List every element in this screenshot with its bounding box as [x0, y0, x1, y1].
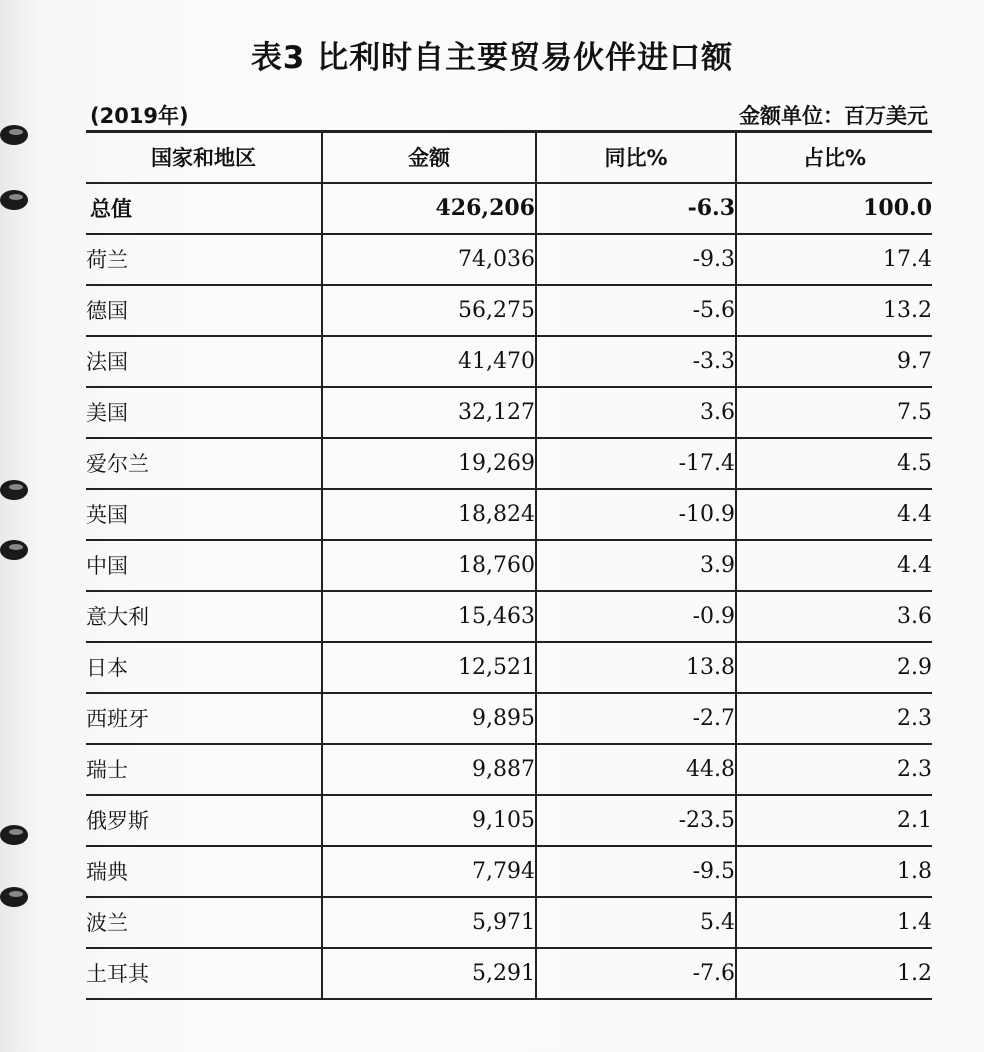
- country-name: 瑞士: [86, 744, 322, 795]
- amount-cell: 18,824: [322, 489, 536, 540]
- table-row: [86, 234, 932, 285]
- header-row: [86, 132, 932, 183]
- country-name: 波兰: [86, 897, 322, 948]
- amount-cell: 12,521: [322, 642, 536, 693]
- table-row: [86, 693, 932, 744]
- share-cell: 2.9: [736, 642, 932, 693]
- country-name: 土耳其: [86, 948, 322, 999]
- column-header-yoy: 同比%: [536, 132, 736, 183]
- table-row: [86, 948, 932, 999]
- amount-cell: 18,760: [322, 540, 536, 591]
- total-name: 总值: [86, 183, 322, 234]
- amount-cell: 5,971: [322, 897, 536, 948]
- unit-label: 金额单位：百万美元: [739, 104, 928, 128]
- table-row: [86, 846, 932, 897]
- amount-cell: 32,127: [322, 387, 536, 438]
- country-name: 瑞典: [86, 846, 322, 897]
- binder-ring-icon: [0, 475, 40, 505]
- country-name: 爱尔兰: [86, 438, 322, 489]
- yoy-cell: -10.9: [536, 489, 736, 540]
- country-name: 西班牙: [86, 693, 322, 744]
- binder-ring-icon: [0, 185, 40, 215]
- yoy-cell: 3.6: [536, 387, 736, 438]
- yoy-cell: -17.4: [536, 438, 736, 489]
- column-header-share: 占比%: [736, 132, 932, 183]
- amount-cell: 41,470: [322, 336, 536, 387]
- amount-cell: 9,887: [322, 744, 536, 795]
- table-row: [86, 795, 932, 846]
- share-cell: 17.4: [736, 234, 932, 285]
- share-cell: 13.2: [736, 285, 932, 336]
- binder-ring-icon: [0, 882, 40, 912]
- yoy-cell: -9.5: [536, 846, 736, 897]
- table-row: [86, 489, 932, 540]
- share-cell: 2.3: [736, 744, 932, 795]
- table-row: [86, 540, 932, 591]
- yoy-cell: -7.6: [536, 948, 736, 999]
- amount-cell: 7,794: [322, 846, 536, 897]
- table-row: [86, 642, 932, 693]
- amount-cell: 5,291: [322, 948, 536, 999]
- share-cell: 3.6: [736, 591, 932, 642]
- yoy-cell: 44.8: [536, 744, 736, 795]
- year-label: (2019年): [90, 104, 189, 128]
- yoy-cell: 5.4: [536, 897, 736, 948]
- binder-ring-icon: [0, 820, 40, 850]
- amount-cell: 15,463: [322, 591, 536, 642]
- total-share: 100.0: [736, 183, 932, 234]
- country-name: 美国: [86, 387, 322, 438]
- amount-cell: 74,036: [322, 234, 536, 285]
- yoy-cell: -2.7: [536, 693, 736, 744]
- binder-ring-icon: [0, 535, 40, 565]
- share-cell: 9.7: [736, 336, 932, 387]
- country-name: 日本: [86, 642, 322, 693]
- table-row: [86, 285, 932, 336]
- share-cell: 2.1: [736, 795, 932, 846]
- table-row: [86, 591, 932, 642]
- yoy-cell: -0.9: [536, 591, 736, 642]
- share-cell: 1.4: [736, 897, 932, 948]
- share-cell: 2.3: [736, 693, 932, 744]
- share-cell: 4.4: [736, 540, 932, 591]
- share-cell: 1.2: [736, 948, 932, 999]
- table-row: [86, 744, 932, 795]
- share-cell: 4.4: [736, 489, 932, 540]
- table-title: 表3 比利时自主要贸易伙伴进口额: [250, 40, 734, 76]
- amount-cell: 9,105: [322, 795, 536, 846]
- yoy-cell: -5.6: [536, 285, 736, 336]
- amount-cell: 56,275: [322, 285, 536, 336]
- total-row: [86, 183, 932, 234]
- table-row: [86, 336, 932, 387]
- country-name: 法国: [86, 336, 322, 387]
- country-name: 意大利: [86, 591, 322, 642]
- column-header-amount: 金额: [322, 132, 536, 183]
- total-amount: 426,206: [322, 183, 536, 234]
- binder-ring-icon: [0, 120, 40, 150]
- share-cell: 7.5: [736, 387, 932, 438]
- table-row: [86, 387, 932, 438]
- amount-cell: 9,895: [322, 693, 536, 744]
- amount-cell: 19,269: [322, 438, 536, 489]
- share-cell: 4.5: [736, 438, 932, 489]
- country-name: 中国: [86, 540, 322, 591]
- import-table: [86, 130, 932, 1000]
- yoy-cell: 3.9: [536, 540, 736, 591]
- country-name: 荷兰: [86, 234, 322, 285]
- yoy-cell: -9.3: [536, 234, 736, 285]
- total-yoy: -6.3: [536, 183, 736, 234]
- country-name: 俄罗斯: [86, 795, 322, 846]
- column-header-country: 国家和地区: [86, 132, 322, 183]
- yoy-cell: -3.3: [536, 336, 736, 387]
- table-row: [86, 438, 932, 489]
- yoy-cell: -23.5: [536, 795, 736, 846]
- yoy-cell: 13.8: [536, 642, 736, 693]
- country-name: 德国: [86, 285, 322, 336]
- country-name: 英国: [86, 489, 322, 540]
- table-row: [86, 897, 932, 948]
- share-cell: 1.8: [736, 846, 932, 897]
